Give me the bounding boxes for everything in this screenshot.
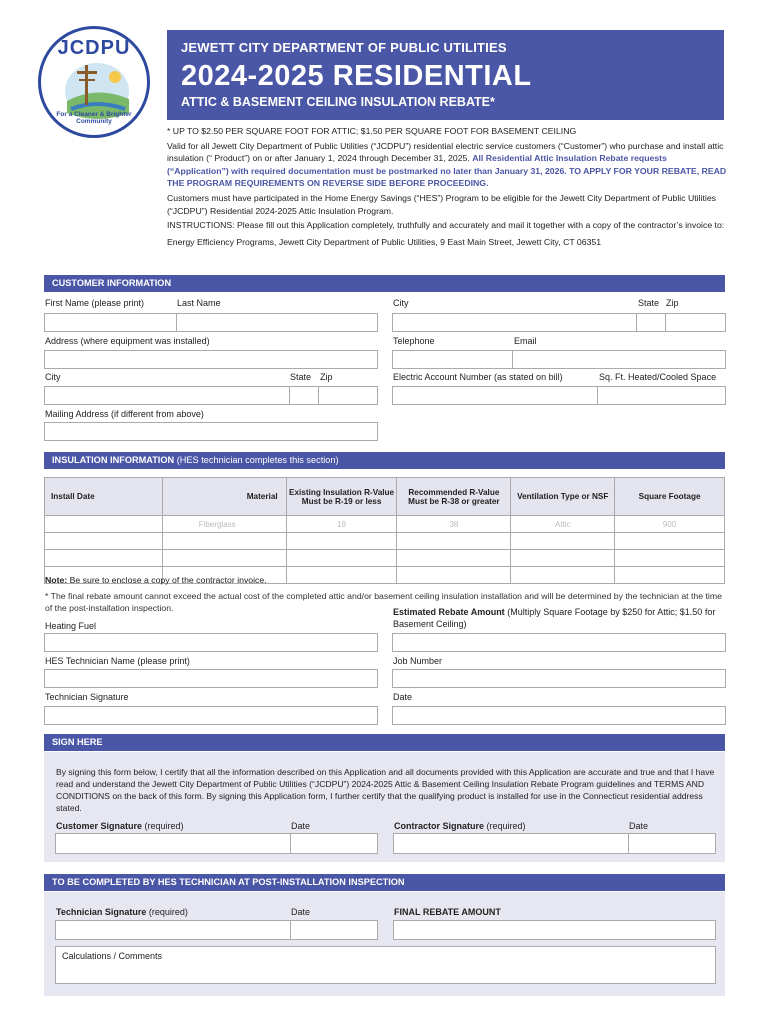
hes-technician-name-label: HES Technician Name (please print) — [45, 656, 190, 666]
mailing-address: Energy Efficiency Programs, Jewett City Department of Public Utilities, 9 East Main Street, Jewett City, CT 06351 — [167, 236, 602, 247]
logo-acronym: JCDPU — [57, 37, 131, 59]
rate-note: * UP TO $2.50 PER SQUARE FOOT FOR ATTIC; $1.50 PER SQUARE FOOT FOR BASEMENT CEILING — [167, 126, 577, 136]
header-banner — [167, 30, 724, 120]
state-field[interactable] — [636, 313, 666, 332]
cell-existing-r-value[interactable]: 19 — [286, 516, 397, 533]
post-inspection-header: TO BE COMPLETED BY HES TECHNICIAN AT POST-INSTALLATION INSPECTION — [44, 874, 725, 891]
note-text: Be sure to enclose a copy of the contractor invoice. — [69, 575, 267, 585]
customer-section-header: CUSTOMER INFORMATION — [44, 275, 725, 292]
telephone-field[interactable] — [392, 350, 513, 369]
table-row — [45, 516, 725, 533]
state2-field[interactable] — [289, 386, 319, 405]
customer-date-field[interactable] — [290, 833, 378, 854]
final-rebate-amount-label: FINAL REBATE AMOUNT — [394, 907, 501, 917]
final-rebate-amount-field[interactable] — [393, 920, 716, 940]
col-material: Material — [162, 478, 286, 516]
col-recommended-r-value: Recommended R-Value Must be R-38 or greater — [397, 478, 511, 516]
cell-install-date[interactable] — [45, 516, 163, 533]
post-technician-signature-label — [56, 907, 188, 917]
page-title: 2024-2025 RESIDENTIAL — [181, 60, 532, 92]
cell-square-footage[interactable]: 900 — [615, 516, 725, 533]
logo-tagline: For a Cleaner & Brighter Community — [56, 111, 132, 125]
technician-signature-field[interactable] — [44, 706, 378, 725]
heating-fuel-label: Heating Fuel — [45, 621, 97, 631]
estimated-rebate-field[interactable] — [392, 633, 726, 652]
sign-here-header: SIGN HERE — [44, 734, 725, 751]
job-number-field[interactable] — [392, 669, 726, 688]
address-label: Address (where equipment was installed) — [45, 336, 210, 346]
heating-fuel-field[interactable] — [44, 633, 378, 652]
zip-field[interactable] — [665, 313, 726, 332]
validity-text: Valid for all Jewett City Department of Public Utilities (“JCDPU”) residential electric service customers (“Customer”) who purchase and install attic insulation (“ Product”) on or after January 1, 2024 through December 31, 2025. — [167, 140, 724, 164]
city2-label: City — [45, 372, 61, 382]
city-label: City — [393, 298, 409, 308]
postmark-highlight: All Residential Attic Insulation Rebate requests (“Application”) with required documentation must be postmarked no later than January 31, 2026. TO APPLY FOR YOUR REBATE, READ THE PROGRAM REQUIREMENTS ON REVERSE SIDE BEFORE PROCEEDING. — [167, 153, 727, 189]
estimated-rebate-note: (Multiply Square Footage by $250 for Attic; $1.50 for Basement Ceiling) — [393, 607, 716, 629]
department-name: JEWETT CITY DEPARTMENT OF PUBLIC UTILITIES — [181, 40, 507, 55]
last-name-label: Last Name — [177, 298, 221, 308]
account-number-label: Electric Account Number (as stated on bill) — [393, 372, 563, 382]
city2-field[interactable] — [44, 386, 290, 405]
customer-signature-field[interactable] — [55, 833, 291, 854]
contractor-signature-title: Contractor Signature — [394, 821, 485, 831]
post-date-label: Date — [291, 907, 311, 917]
contractor-signature-field[interactable] — [393, 833, 629, 854]
invoice-note — [45, 574, 267, 586]
account-number-field[interactable] — [392, 386, 598, 405]
zip2-field[interactable] — [318, 386, 378, 405]
calculations-comments-label: Calculations / Comments — [62, 951, 163, 961]
mailing-address-field[interactable] — [44, 422, 378, 441]
post-technician-signature-field[interactable] — [55, 920, 291, 940]
email-label: Email — [514, 336, 537, 346]
insulation-table — [44, 477, 725, 584]
table-row — [45, 550, 725, 567]
certification-text: By signing this form below, I certify that all the information described on this Application and all documents provided with this Application are accurate and true and that I have read and understand the Jewett City Department of Public Utilities (“JCDPU”) 2024-2025 Attic & Basement Ceiling Insulation Rebate Program guidelines and TERMS AND CONDITIONS on the back of this form. By signing this Application form, I further certify that the qualifying product is installed for use in the Connecticut residential address stated. — [56, 767, 715, 813]
customer-signature-label — [56, 821, 184, 831]
cell-ventilation-type[interactable]: Attic — [511, 516, 615, 533]
page-subtitle: ATTIC & BASEMENT CEILING INSULATION REBATE* — [181, 95, 495, 109]
customer-date-label: Date — [291, 821, 311, 831]
sqft-label: Sq. Ft. Heated/Cooled Space — [599, 372, 717, 382]
first-name-field[interactable] — [44, 313, 177, 332]
table-row — [45, 533, 725, 550]
zip2-label: Zip — [320, 372, 333, 382]
eligibility-paragraph: Customers must have participated in the Home Energy Savings (“HES”) Program to be eligible for the Jewett City Department of Public Utilities (“JCDPU”) Residential 2024-2025 Attic Insulation Program. — [167, 192, 716, 216]
email-field[interactable] — [512, 350, 726, 369]
hes-technician-name-field[interactable] — [44, 669, 378, 688]
telephone-label: Telephone — [393, 336, 435, 346]
note-label: Note: — [45, 575, 68, 585]
contractor-date-field[interactable] — [628, 833, 716, 854]
cell-material[interactable]: Fiberglass — [162, 516, 286, 533]
insulation-section-note: (HES technician completes this section) — [176, 455, 339, 465]
contractor-date-label: Date — [629, 821, 649, 831]
validity-paragraph — [167, 140, 727, 190]
job-number-label: Job Number — [393, 656, 443, 666]
col-square-footage: Square Footage — [615, 478, 725, 516]
cell-recommended-r-value[interactable]: 38 — [397, 516, 511, 533]
last-name-field[interactable] — [176, 313, 378, 332]
post-date-field[interactable] — [290, 920, 378, 940]
insulation-section-title: INSULATION INFORMATION — [52, 455, 175, 465]
contractor-required: (required) — [486, 821, 526, 831]
technician-signature-label: Technician Signature — [45, 692, 129, 702]
intro-text — [167, 125, 727, 250]
technician-date-field[interactable] — [392, 706, 726, 725]
table-header-row — [45, 478, 725, 516]
city-field[interactable] — [392, 313, 637, 332]
contractor-signature-label — [394, 821, 526, 831]
zip-label: Zip — [666, 298, 679, 308]
sqft-field[interactable] — [597, 386, 726, 405]
estimated-rebate-label — [393, 606, 723, 630]
jcdpu-logo — [38, 26, 150, 138]
final-rebate-note: * The final rebate amount cannot exceed the actual cost of the completed attic and/or basement ceiling insulation installation and will be determined by the technician at the time of the post-installation inspection. — [45, 591, 722, 613]
state-label: State — [638, 298, 660, 308]
col-existing-r-value: Existing Insulation R-Value Must be R-19 or less — [286, 478, 397, 516]
instructions-paragraph: INSTRUCTIONS: Please fill out this Application completely, truthfully and accurately and mail it together with a copy of the contractor’s invoice to: — [167, 220, 725, 231]
col-ventilation-type: Ventilation Type or NSF — [511, 478, 615, 516]
technician-date-label: Date — [393, 692, 413, 702]
col-install-date: Install Date — [45, 478, 163, 516]
mailing-address-label: Mailing Address (if different from above) — [45, 409, 204, 419]
post-required: (required) — [148, 907, 188, 917]
customer-signature-title: Customer Signature — [56, 821, 143, 831]
estimated-rebate-title: Estimated Rebate Amount — [393, 607, 505, 617]
customer-required: (required) — [144, 821, 184, 831]
state2-label: State — [290, 372, 312, 382]
first-name-label: First Name (please print) — [45, 298, 145, 308]
insulation-section-header — [44, 452, 725, 469]
address-field[interactable] — [44, 350, 378, 369]
post-technician-signature-title: Technician Signature — [56, 907, 147, 917]
